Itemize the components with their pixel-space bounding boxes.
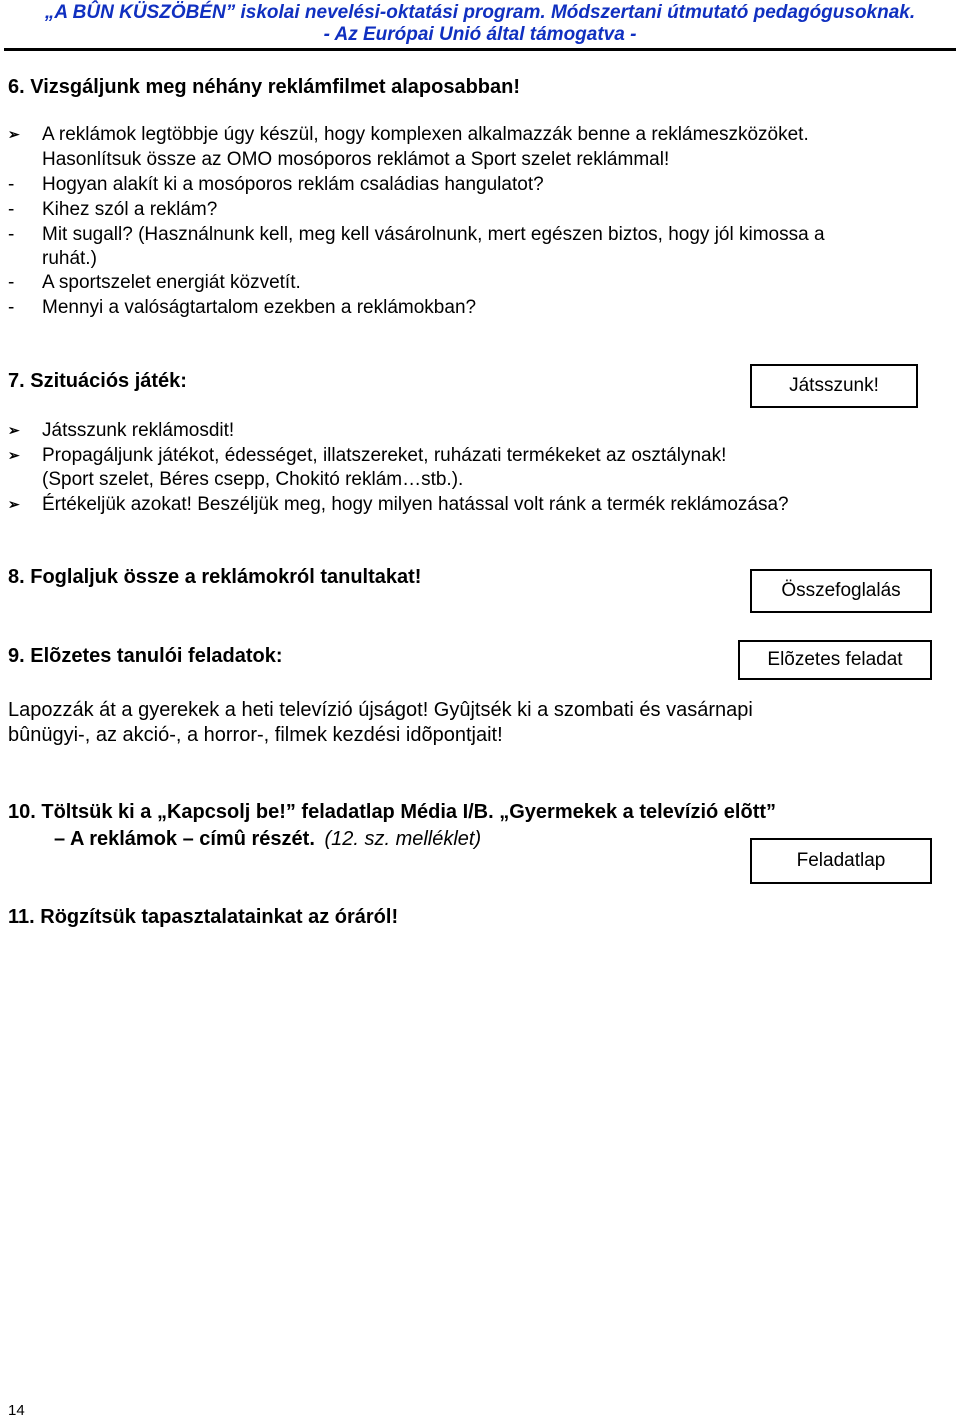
item-text: Propagáljunk játékot, édességet, illatszereket, ruházati termékeket az osztálynak! (42, 445, 727, 466)
dash-bullet: - (8, 297, 15, 318)
item-continuation: (Sport szelet, Béres csepp, Chokitó reklám…stb.). (42, 469, 464, 490)
summary-box: Összefoglalás (750, 569, 932, 613)
section-6-question (8, 224, 825, 246)
section-10-heading: 10. Töltsük ki a „Kapcsolj be!” feladatlap Média I/B. „Gyermekek a televízió elõtt” (8, 801, 777, 823)
arrow-bullet-icon: ➢ (8, 447, 20, 463)
question-text: A sportszelet energiát közvetít. (42, 272, 301, 293)
section-9-heading: 9. Elõzetes tanulói feladatok: (8, 645, 283, 667)
section-9-text-line: bûnügyi-, az akció-, a horror-, filmek kezdési idõpontjait! (8, 724, 503, 746)
section-10-subtitle: – A reklámok – címû részét. (54, 828, 315, 850)
section-6-intro-text: A reklámok legtöbbje úgy készül, hogy komplexen alkalmazzák benne a reklámeszközöket. (42, 124, 809, 145)
section-10-annex-ref: (12. sz. melléklet) (324, 828, 482, 850)
section-6-bullet-line (8, 124, 809, 146)
section-9-text-line: Lapozzák át a gyerekek a heti televízió újságot! Gyûjtsék ki a szombati és vasárnapi (8, 699, 753, 721)
dash-bullet: - (8, 174, 15, 195)
section-6-question (8, 297, 477, 319)
item-text: Értékeljük azokat! Beszéljük meg, hogy milyen hatással volt ránk a termék reklámozása? (42, 494, 789, 515)
arrow-bullet-icon: ➢ (8, 422, 20, 438)
question-text: Kihez szól a reklám? (42, 199, 218, 220)
section-6-question (8, 272, 301, 294)
section-7-item (8, 445, 726, 467)
section-7-item (8, 420, 234, 442)
dash-bullet: - (8, 272, 15, 293)
page-number: 14 (8, 1402, 25, 1418)
dash-bullet: - (8, 199, 15, 220)
section-7-heading: 7. Szituációs játék: (8, 370, 187, 392)
arrow-bullet-icon: ➢ (8, 496, 20, 512)
play-box: Játsszunk! (750, 364, 918, 408)
dash-bullet: - (8, 224, 15, 245)
worksheet-box: Feladatlap (750, 838, 932, 884)
question-text: Mennyi a valóságtartalom ezekben a reklámokban? (42, 297, 477, 318)
question-continuation: ruhát.) (42, 248, 97, 269)
document-header-title: „A BÛN KÜSZÖBÉN” iskolai nevelési-oktatási program. Módszertani útmutató pedagógusoknak. (44, 2, 916, 23)
preliminary-task-box: Elõzetes feladat (738, 640, 932, 680)
section-6-question (8, 199, 218, 221)
header-divider (4, 48, 956, 51)
section-6-compare-text: Hasonlítsuk össze az OMO mosóporos reklámot a Sport szelet reklámmal! (42, 149, 670, 170)
question-text: Hogyan alakít ki a mosóporos reklám családias hangulatot? (42, 174, 544, 195)
item-text: Játsszunk reklámosdit! (42, 420, 235, 441)
arrow-bullet-icon: ➢ (8, 126, 20, 142)
section-6-heading: 6. Vizsgáljunk meg néhány reklámfilmet alaposabban! (8, 76, 521, 98)
section-10-heading-cont (54, 828, 481, 851)
question-text: Mit sugall? (Használnunk kell, meg kell vásárolnunk, mert egészen biztos, hogy jól kimossa a (42, 224, 825, 245)
section-8-heading: 8. Foglaljuk össze a reklámokról tanultakat! (8, 566, 422, 588)
document-header-subtitle: - Az Európai Unió által támogatva - (323, 24, 637, 45)
section-6-question (8, 174, 544, 196)
section-7-item (8, 494, 789, 516)
section-11-heading: 11. Rögzítsük tapasztalatainkat az óráról! (8, 906, 399, 928)
